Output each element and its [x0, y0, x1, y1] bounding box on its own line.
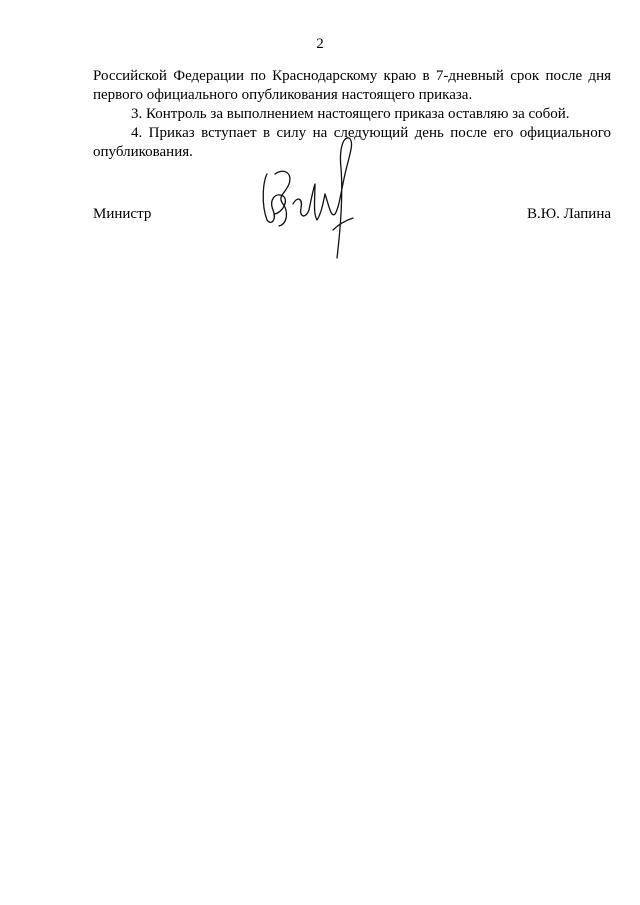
text-line: 3. Контроль за выполнением настоящего приказа оставляю за собой.	[131, 106, 570, 122]
text-line: Российской Федерации по Краснодарскому краю в 7-дневный срок после дня	[93, 68, 611, 84]
text-line: первого официального опубликования настоящего приказа.	[93, 87, 473, 103]
signatory-title: Министр	[93, 206, 152, 222]
handwritten-signature	[253, 134, 373, 264]
signatory-name: В.Ю. Лапина	[526, 206, 611, 222]
text-line: опубликования.	[93, 144, 193, 160]
paragraph-continuation	[93, 67, 611, 105]
signature-block	[93, 206, 611, 266]
page-number: 2	[316, 36, 324, 52]
paragraph-item-3	[93, 105, 611, 124]
text-line: 4. Приказ вступает в силу на следующий день после его официального	[131, 125, 611, 141]
